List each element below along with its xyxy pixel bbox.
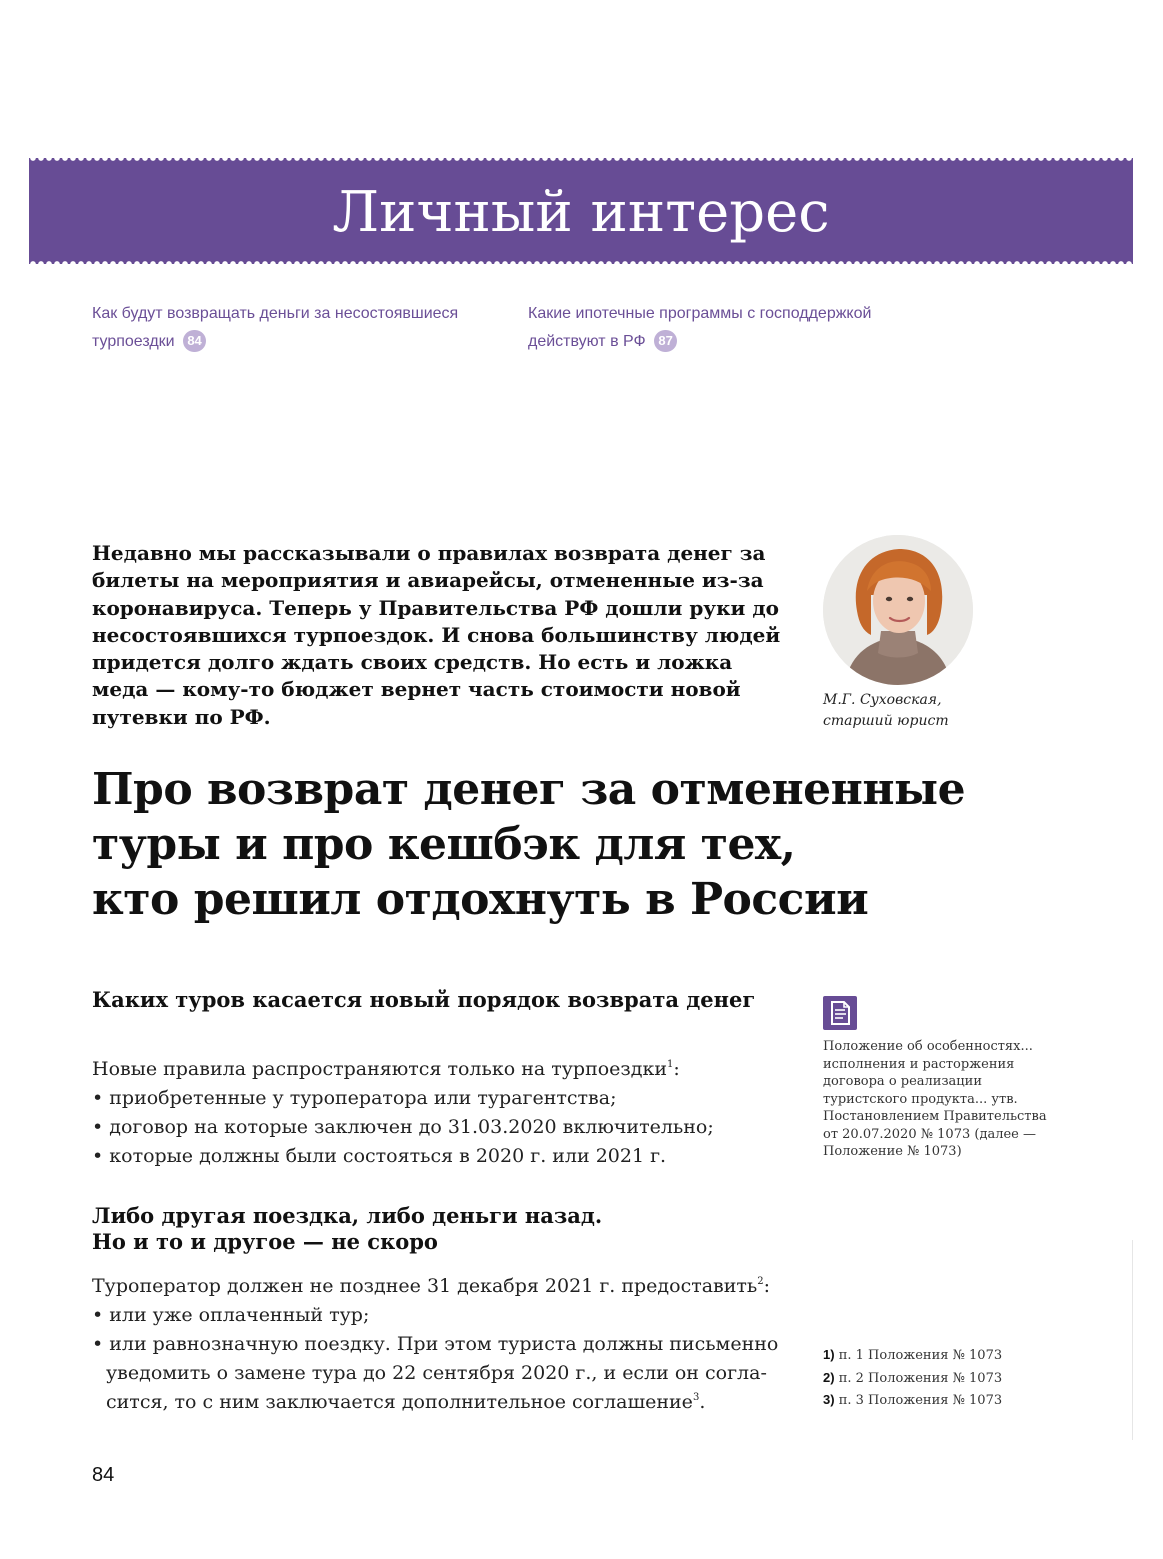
headline-line: кто решил отдохнуть в России — [92, 874, 869, 925]
list-item-text: или равнозначную поездку. При этом туриста должны письменно уведомить о замене тура до 22 сентября 2020 г., и если он согласится, то с ним заключается дополнительное соглашение — [106, 1333, 779, 1413]
page-number: 84 — [92, 1464, 115, 1486]
section-heading-alternatives — [92, 1203, 782, 1255]
section-title: Личный интерес — [332, 180, 830, 245]
list-item: • или уже оплаченный тур; — [92, 1301, 782, 1330]
footnote — [823, 1344, 1083, 1367]
footnote-text: п. 3 Положения № 1073 — [838, 1393, 1003, 1408]
section-banner — [29, 158, 1133, 264]
author-role: старший юрист — [823, 713, 949, 729]
footnote-number: 3) — [823, 1392, 835, 1407]
footnote-ref[interactable]: 1 — [667, 1059, 674, 1070]
list-item: • которые должны были состояться в 2020 г. или 2021 г. — [92, 1142, 782, 1171]
heading-line: Но и то и другое — не скоро — [92, 1229, 438, 1254]
section-body-tours — [92, 1055, 782, 1171]
footnote-number: 2) — [823, 1369, 835, 1385]
page-edge-divider — [1132, 1240, 1133, 1440]
author-photo — [823, 535, 973, 685]
author-caption — [823, 690, 949, 732]
headline-line: Про возврат денег за отмененные — [92, 764, 966, 815]
footnotes — [823, 1344, 1083, 1412]
article-headline — [92, 762, 1072, 927]
footnote-ref[interactable]: 2 — [757, 1276, 764, 1287]
teaser-text: Какие ипотечные программы с господдержкой действуют в РФ — [528, 305, 872, 350]
intro-colon: : — [763, 1275, 771, 1297]
bullet-list — [92, 1301, 782, 1417]
page-badge: 84 — [183, 330, 206, 352]
teaser-text: Как будут возвращать деньги за несостоявшиеся турпоездки — [92, 305, 459, 350]
footnote — [823, 1367, 1083, 1390]
teaser-link-mortgage[interactable] — [528, 300, 928, 356]
footnote-ref[interactable]: 3 — [692, 1392, 700, 1403]
section-heading-tours: Каких туров касается новый порядок возврата денег — [92, 987, 756, 1012]
section-intro — [92, 1272, 782, 1301]
intro-colon: : — [673, 1058, 680, 1080]
intro-text: Туроператор должен не позднее 31 декабря 2021 г. предоставить — [92, 1275, 758, 1297]
document-icon — [823, 996, 857, 1030]
footnote-text: п. 2 Положения № 1073 — [838, 1370, 1003, 1386]
lead-paragraph: Недавно мы рассказывали о правилах возврата денег за билеты на мероприятия и авиарейсы, отмененные из-за коронавируса. Теперь у Правительства РФ дошли руки до несостоявшихся турпоездок. И снова большинству людей придется долго ждать своих средств. Но есть и ложка меда — кому-то бюджет вернет часть стоимости новой путевки по РФ. — [92, 541, 781, 729]
document-reference-note: Положение об особенностях... исполнения и расторжения договора о реализации туристского продукта... утв. Постановлением Правительства от 20.07.2020 № 1073 (далее — Положение № 1073) — [823, 1039, 1047, 1159]
list-item: • приобретенные у туроператора или турагентства; — [92, 1084, 782, 1113]
footnote — [823, 1389, 1083, 1412]
list-item-period: . — [699, 1391, 706, 1413]
intro-text: Новые правила распространяются только на турпоездки — [92, 1058, 668, 1080]
page-badge: 87 — [654, 330, 677, 352]
author-name: М.Г. Суховская, — [823, 692, 942, 708]
footnote-text: п. 1 Положения № 1073 — [838, 1348, 1003, 1363]
bullet-list — [92, 1084, 782, 1171]
heading-line: Либо другая поездка, либо деньги назад. — [92, 1203, 603, 1228]
headline-line: туры и про кешбэк для тех, — [92, 819, 796, 870]
list-item: • договор на которые заключен до 31.03.2020 включительно; — [92, 1113, 782, 1142]
teaser-link-refunds[interactable] — [92, 300, 492, 356]
list-item — [92, 1330, 782, 1417]
footnote-number: 1) — [823, 1347, 835, 1362]
section-intro — [92, 1055, 782, 1084]
section-body-alternatives — [92, 1272, 782, 1417]
author-portrait-icon — [823, 535, 973, 685]
